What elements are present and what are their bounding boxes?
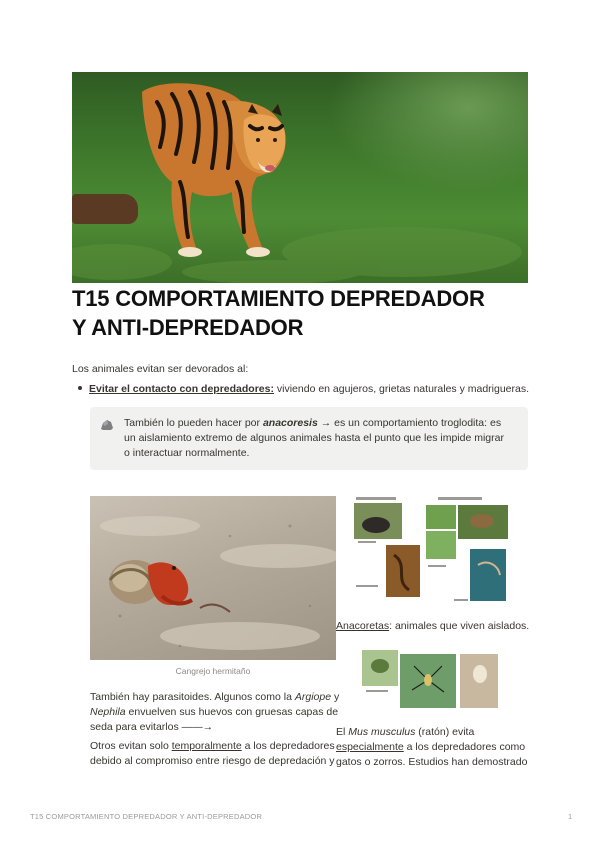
- anacoretas-text: : animales que viven aislados.: [389, 620, 530, 632]
- bullet-term: Evitar el contacto con depredadores:: [89, 383, 274, 395]
- anacoretas-definition: [336, 619, 529, 634]
- otros-text-a: Otros evitan solo: [90, 740, 172, 752]
- mus-text-a: El: [336, 726, 349, 738]
- mus-term: especialmente: [336, 741, 404, 753]
- mus-text-e: a los depredadores como gatos o zorros. Estudios han demostrado: [336, 741, 528, 768]
- otros-term: temporalmente: [171, 740, 242, 752]
- callout-text-after: → es un comportamiento troglodita: es un aislamiento extremo de algunos animales hasta el punto que les impide migrar o interactuar normalmente.: [124, 417, 504, 459]
- parasit-text-c: y: [331, 691, 340, 703]
- cover-image-tiger: [72, 72, 528, 283]
- callout-text: [124, 416, 512, 461]
- anchoret-animals-collage: [354, 495, 514, 605]
- bullet-item: [78, 382, 529, 397]
- page-title: [72, 284, 542, 342]
- temporal-avoidance-paragraph: [90, 739, 350, 769]
- bullet-text: viviendo en agujeros, grietas naturales y madrigueras.: [273, 383, 530, 395]
- bullet-dot: [78, 386, 82, 390]
- intro-text: Los animales evitan ser devorados al:: [72, 363, 249, 375]
- parasit-text-e: envuelven sus huevos con gruesas capas de seda para evitarlos ——→: [90, 706, 339, 733]
- mus-musculus-paragraph: [336, 725, 536, 770]
- page-title-line1: T15 COMPORTAMIENTO DEPREDADOR: [72, 286, 485, 311]
- callout-term: anacoresis: [262, 417, 318, 429]
- otros-text-c: a los depredadores debido al compromiso entre riesgo de depredación y: [90, 740, 335, 767]
- parasit-argiope: Argiope: [294, 691, 332, 703]
- rock-icon: [100, 419, 114, 431]
- page-title-line2: Y ANTI-DEPREDADOR: [72, 315, 304, 340]
- footer-title: T15 COMPORTAMIENTO DEPREDADOR Y ANTI-DEPREDADOR: [30, 812, 263, 821]
- callout-box: [90, 407, 528, 470]
- tiger-illustration: [72, 72, 528, 283]
- footer-page-number: 1: [568, 812, 573, 821]
- anacoretas-term: Anacoretas: [336, 620, 390, 632]
- callout-text-before: También lo pueden hacer por: [124, 417, 263, 429]
- parasitoids-paragraph: [90, 690, 350, 735]
- parasit-text-a: También hay parasitoides. Algunos como la: [90, 691, 295, 703]
- spider-egg-sac-collage: [362, 650, 502, 710]
- hermit-crab-illustration: [90, 496, 336, 660]
- mus-text-c: (ratón) evita: [415, 726, 475, 738]
- parasit-nephila: Nephila: [90, 706, 126, 718]
- hermit-crab-image: [90, 496, 336, 660]
- mus-species: Mus musculus: [348, 726, 416, 738]
- crab-caption: Cangrejo hermitaño: [175, 666, 251, 676]
